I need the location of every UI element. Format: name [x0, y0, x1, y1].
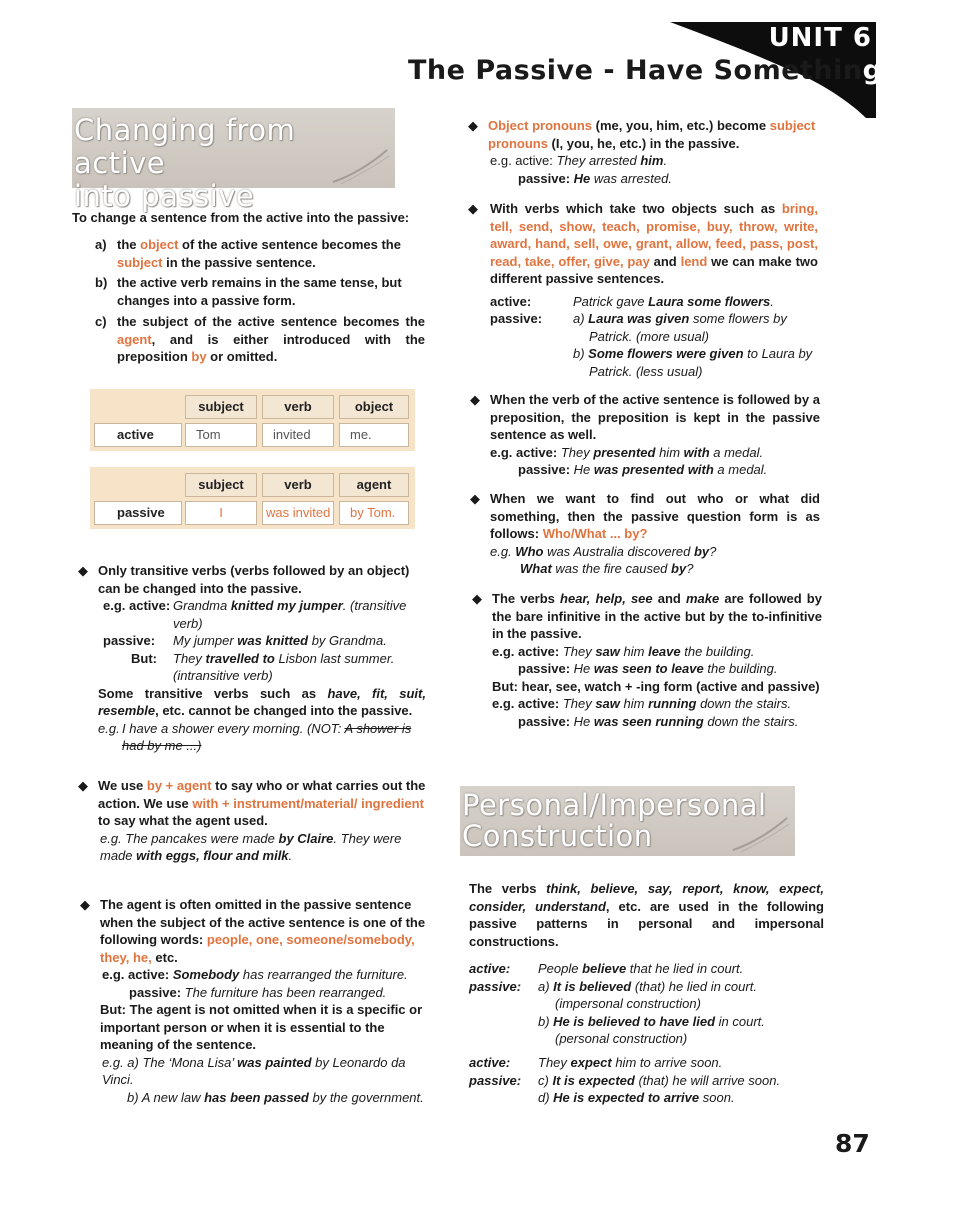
active-label: active: — [490, 293, 532, 309]
right-bullet-bare-infinitive — [492, 590, 822, 730]
eg-text: They — [560, 444, 594, 460]
eg-text: He — [573, 661, 594, 676]
table-header-subject: subject — [185, 395, 257, 419]
eg-text: c) — [538, 1072, 553, 1088]
table-role-active: active — [94, 423, 182, 447]
table-cell-verb: invited — [262, 423, 334, 447]
eg-text: People — [538, 961, 583, 976]
marker-b: b) — [95, 275, 108, 290]
table-header-verb: verb — [262, 395, 334, 419]
eg-text: (that) he will arrive soon. — [634, 1072, 781, 1088]
eg-emphasis: presented — [593, 444, 656, 460]
eg-text: He — [573, 713, 594, 729]
pen-stroke-decoration — [331, 146, 391, 186]
eg-label: e.g. active: — [492, 643, 563, 659]
eg-text: . They were made — [100, 830, 402, 863]
page-title — [408, 55, 973, 86]
bullet-diamond: ◆ — [472, 591, 482, 606]
eg-text: d) — [538, 1090, 554, 1105]
eg-text: was arrested. — [590, 170, 672, 186]
bullet-diamond: ◆ — [468, 201, 478, 216]
section1-intro: To change a sentence from the active into the passive: — [72, 210, 410, 225]
left-bullet-transitive — [98, 562, 426, 755]
bullet-text: etc. — [151, 949, 178, 965]
eg-emphasis: Laura some flowers — [648, 293, 771, 309]
eg-text: Patrick gave — [573, 293, 649, 309]
section-banner-title: Personal/Impersonal Construction — [462, 788, 767, 853]
eg-emphasis: It is expected — [552, 1072, 635, 1088]
bullet-text: Only transitive verbs (verbs followed by an object) can be changed into the passive. — [98, 563, 410, 596]
eg-text: by the government. — [308, 1089, 424, 1105]
construction-note: (personal construction) — [555, 1031, 688, 1046]
table-cell-verb: was invited — [262, 501, 334, 525]
eg-emphasis: with eggs, flour and milk — [136, 848, 289, 863]
eg-emphasis: was presented with — [593, 462, 714, 477]
eg-label: passive: — [518, 661, 574, 676]
eg-emphasis: knitted my jumper — [230, 598, 343, 613]
eg-emphasis: Some flowers were given — [588, 346, 744, 361]
eg-text: him — [655, 444, 684, 460]
section-banner-personal-impersonal — [460, 786, 795, 856]
section2-intro — [469, 880, 824, 950]
bullet-text: and — [649, 253, 681, 269]
eg-emphasis: running — [648, 696, 697, 711]
eg-label: e.g. active: — [102, 967, 173, 982]
eg-text: down the stairs. — [703, 713, 799, 729]
but-text: But: The agent is not omitted when it is a specific or important person or when it is essential to the meaning of the sentence. — [100, 1002, 423, 1052]
bullet-text: We use — [98, 778, 147, 793]
bullet-diamond: ◆ — [470, 392, 480, 407]
eg-text: Lisbon last summer. (intransitive verb) — [173, 650, 395, 683]
eg-text: has rearranged the furniture. — [239, 967, 408, 982]
eg-emphasis: What — [520, 561, 552, 576]
eg-text: They — [173, 650, 206, 666]
eg-text: was Australia discovered — [543, 543, 694, 559]
bullet-diamond: ◆ — [470, 491, 480, 506]
eg-text: ? — [709, 543, 717, 559]
eg-strikethrough: A shower is had by me ...) — [122, 720, 412, 753]
eg-text: . — [663, 153, 668, 168]
eg-emphasis: by — [671, 561, 687, 576]
eg-emphasis: with — [683, 444, 710, 460]
bullet-text: The verbs — [492, 591, 561, 606]
table-cell-subject: I — [185, 501, 257, 525]
right-bullet-question-form — [490, 490, 820, 578]
eg-emphasis: was knitted — [237, 633, 309, 648]
eg-emphasis: believe — [582, 961, 627, 976]
active-label: active: — [469, 1055, 511, 1070]
eg-text: by Grandma. — [308, 633, 387, 648]
table-header-verb: verb — [262, 473, 334, 497]
bullet-text: When the verb of the active sentence is followed by a preposition, the preposition is kept in the passive sentence as well. — [490, 392, 820, 442]
eg-text: down the stairs. — [696, 696, 792, 711]
pen-stroke-decoration — [731, 814, 791, 854]
eg-text: some flowers by Patrick. (more usual) — [589, 311, 787, 344]
table-cell-subject: Tom — [185, 423, 257, 447]
bullet-text: (me, you, him, etc.) become — [592, 118, 770, 133]
section2-example-1 — [469, 960, 824, 1048]
passive-label: passive: — [490, 311, 543, 326]
highlight-with-instrument: with + instrument/material/ ingredient — [192, 795, 424, 811]
eg-label: e.g. active: — [492, 696, 563, 711]
eg-emphasis: by — [693, 543, 710, 559]
left-bullet-by-agent — [98, 777, 426, 865]
note-text: Some transitive verbs such as — [98, 685, 328, 701]
bullet-diamond: ◆ — [468, 118, 478, 133]
eg-emphasis: Laura was given — [588, 311, 690, 326]
passive-label: passive: — [469, 1072, 522, 1088]
item-c-text: , and is either introduced with the preposition — [117, 331, 425, 364]
eg-emphasis: saw — [595, 643, 620, 659]
table-cell-agent: by Tom. — [339, 501, 409, 525]
right-bullet-two-objects — [490, 200, 818, 380]
highlight-by-agent: by + agent — [146, 778, 212, 793]
eg-label: e.g. — [98, 720, 120, 736]
eg-label: e.g. active: — [103, 598, 171, 613]
marker-a: a) — [95, 237, 107, 252]
eg-text: Grandma — [173, 598, 231, 613]
eg-emphasis: expect — [570, 1055, 612, 1070]
eg-emphasis: He — [573, 170, 591, 186]
active-table — [90, 389, 415, 451]
eg-text: was the fire caused — [551, 561, 672, 576]
eg-emphasis: He is believed to have lied — [553, 1013, 716, 1029]
eg-emphasis: leave — [648, 643, 681, 659]
bullet-text: and — [652, 591, 686, 606]
unit-label: UNIT 6 — [768, 23, 872, 53]
right-bullet-preposition — [490, 391, 820, 479]
highlight-question: Who/What ... by? — [542, 526, 648, 541]
bullet-text: With verbs which take two objects such as — [490, 201, 782, 216]
intro-text: , etc. are used in the following passive patterns in personal and impersonal constructions. — [469, 898, 824, 949]
page-number: 87 — [835, 1129, 870, 1158]
eg-text: He — [573, 462, 594, 477]
section2-example-2 — [469, 1054, 824, 1107]
eg-text: the building. — [680, 643, 755, 659]
eg-text: . — [288, 848, 293, 863]
eg-text: him — [619, 696, 649, 711]
marker-c: c) — [95, 314, 107, 329]
eg-emphasis: saw — [595, 696, 620, 711]
section1-item-b — [95, 274, 425, 309]
section1-item-a — [95, 236, 425, 271]
table-header-object: object — [339, 395, 409, 419]
item-a-highlight-subject: subject — [117, 254, 163, 270]
eg-label: e.g. active: — [490, 444, 561, 460]
eg-text: that he lied in court. — [626, 961, 744, 976]
bullet-text: to say who or what carries out the action. We use — [98, 778, 426, 811]
passive-table — [90, 467, 415, 529]
but-label: But: — [131, 650, 157, 666]
eg-text: . — [770, 293, 774, 309]
note-emphasis: have, fit, suit, resemble — [98, 685, 426, 718]
eg-emphasis: him — [640, 153, 664, 168]
bullet-emphasis: make — [685, 591, 720, 606]
title-main: The Passive - Have Somethin — [408, 55, 863, 86]
bullet-text: The agent is often omitted in the passive sentence when the subject of the active sentence is one of the following words: — [100, 897, 426, 947]
eg-text: b) — [538, 1013, 554, 1029]
eg-text: My jumper — [173, 633, 238, 648]
section1-item-c — [95, 313, 425, 366]
section-banner-changing — [72, 108, 395, 213]
table-header-agent: agent — [339, 473, 409, 497]
eg-text: The furniture has been rearranged. — [184, 984, 387, 1000]
eg-text: They — [562, 696, 596, 711]
active-label: active: — [469, 961, 511, 976]
item-c-text: the subject of the active sentence becomes the — [117, 314, 425, 329]
eg-text: They — [538, 1055, 571, 1070]
eg-text: e.g. The pancakes were made — [100, 830, 279, 846]
bullet-diamond: ◆ — [80, 897, 90, 912]
eg-emphasis: Somebody — [172, 967, 240, 982]
bullet-text: are followed by the bare infinitive in the active but by the to-infinitive in the passive. — [492, 591, 822, 641]
item-a-text: the — [117, 237, 141, 252]
eg-text: . (transitive verb) — [173, 598, 407, 631]
eg-label: passive: — [103, 633, 156, 648]
eg-text: e.g. a) The ‘Mona Lisa’ — [102, 1054, 238, 1070]
eg-emphasis: It is believed — [553, 978, 632, 994]
table-role-passive: passive — [94, 501, 182, 525]
bullet-text: we can make two different passive sentences. — [490, 253, 818, 286]
title-done: g Done — [862, 55, 973, 86]
item-a-text: of the active sentence becomes the — [178, 237, 401, 252]
eg-text: They arrested — [556, 153, 641, 168]
eg-emphasis: Who — [515, 543, 544, 559]
eg-text: to Laura by Patrick. (less usual) — [589, 346, 813, 379]
table-cell-object: me. — [339, 423, 409, 447]
eg-emphasis: by Claire — [278, 830, 334, 846]
section-banner-title: Changing from active into passive — [74, 113, 296, 213]
eg-text: a medal. — [709, 444, 764, 460]
bullet-diamond: ◆ — [78, 563, 88, 578]
item-c-text: or omitted. — [206, 349, 278, 364]
highlight-object-pronouns: Object pronouns — [488, 118, 592, 133]
eg-text: him to arrive soon. — [611, 1055, 723, 1070]
eg-text: by Leonardo da Vinci. — [102, 1054, 406, 1087]
eg-emphasis: has been passed — [204, 1089, 309, 1105]
item-c-highlight-agent: agent — [117, 331, 152, 347]
highlight-words: people, one, someone/somebody, they, he, — [100, 932, 415, 965]
eg-emphasis: was painted — [237, 1054, 312, 1070]
bullet-text: to say what the agent used. — [98, 813, 268, 828]
eg-text: a) — [538, 978, 554, 994]
note-text: , etc. cannot be changed into the passive. — [155, 703, 413, 718]
bullet-diamond: ◆ — [78, 778, 88, 793]
but-text: But: hear, see, watch + -ing form (active and passive) — [492, 678, 820, 694]
item-a-text: in the passive sentence. — [162, 254, 316, 270]
table-header-subject: subject — [185, 473, 257, 497]
eg-text: soon. — [699, 1090, 735, 1105]
eg-text: b) A new law — [127, 1089, 205, 1105]
eg-emphasis: travelled to — [205, 650, 275, 666]
highlight-lend: lend — [680, 253, 708, 269]
eg-label: e.g. active: — [490, 153, 557, 168]
eg-emphasis: He is expected to arrive — [553, 1090, 700, 1105]
eg-text: b) — [573, 346, 589, 361]
bullet-emphasis: hear, help, see — [560, 591, 653, 606]
eg-label: passive: — [129, 984, 185, 1000]
construction-note: (impersonal construction) — [555, 996, 701, 1011]
eg-text: him — [619, 643, 649, 659]
bullet-text: (I, you, he, etc.) in the passive. — [547, 135, 740, 151]
eg-text: They — [562, 643, 596, 659]
eg-text: I have a shower every morning. (NOT: — [122, 720, 345, 736]
eg-text: a medal. — [713, 462, 768, 477]
eg-label: passive: — [518, 713, 574, 729]
item-b-text: the active verb remains in the same tense, but changes into a passive form. — [117, 275, 402, 308]
left-bullet-agent-omitted — [100, 896, 428, 1106]
eg-emphasis: was seen running — [593, 713, 704, 729]
passive-label: passive: — [469, 978, 522, 994]
highlight-verbs: bring, tell, send, show, teach, promise, buy, throw, write, award, hand, sell, owe, grant, allow, feed, pass, post, read, take, offer, give, pay — [490, 201, 818, 269]
intro-emphasis: think, believe, say, report, know, expect, consider, understand — [469, 881, 824, 914]
eg-text: ? — [686, 561, 694, 576]
eg-emphasis: was seen to leave — [593, 661, 704, 676]
item-a-highlight-object: object — [140, 237, 179, 252]
eg-label: e.g. — [490, 543, 516, 559]
right-bullet-pronouns — [488, 117, 818, 187]
eg-label: passive: — [518, 170, 574, 186]
eg-text: a) — [573, 311, 589, 326]
eg-text: the building. — [703, 661, 778, 676]
eg-text: in court. — [715, 1013, 765, 1029]
eg-text: (that) he lied in court. — [631, 978, 757, 994]
bullet-text: When we want to find out who or what did something, then the passive question form is as follows: — [490, 491, 820, 541]
item-c-highlight-by: by — [191, 349, 207, 364]
eg-label: passive: — [518, 462, 574, 477]
intro-text: The verbs — [469, 881, 547, 896]
highlight-subject-pronouns: subject pronouns — [488, 118, 816, 151]
